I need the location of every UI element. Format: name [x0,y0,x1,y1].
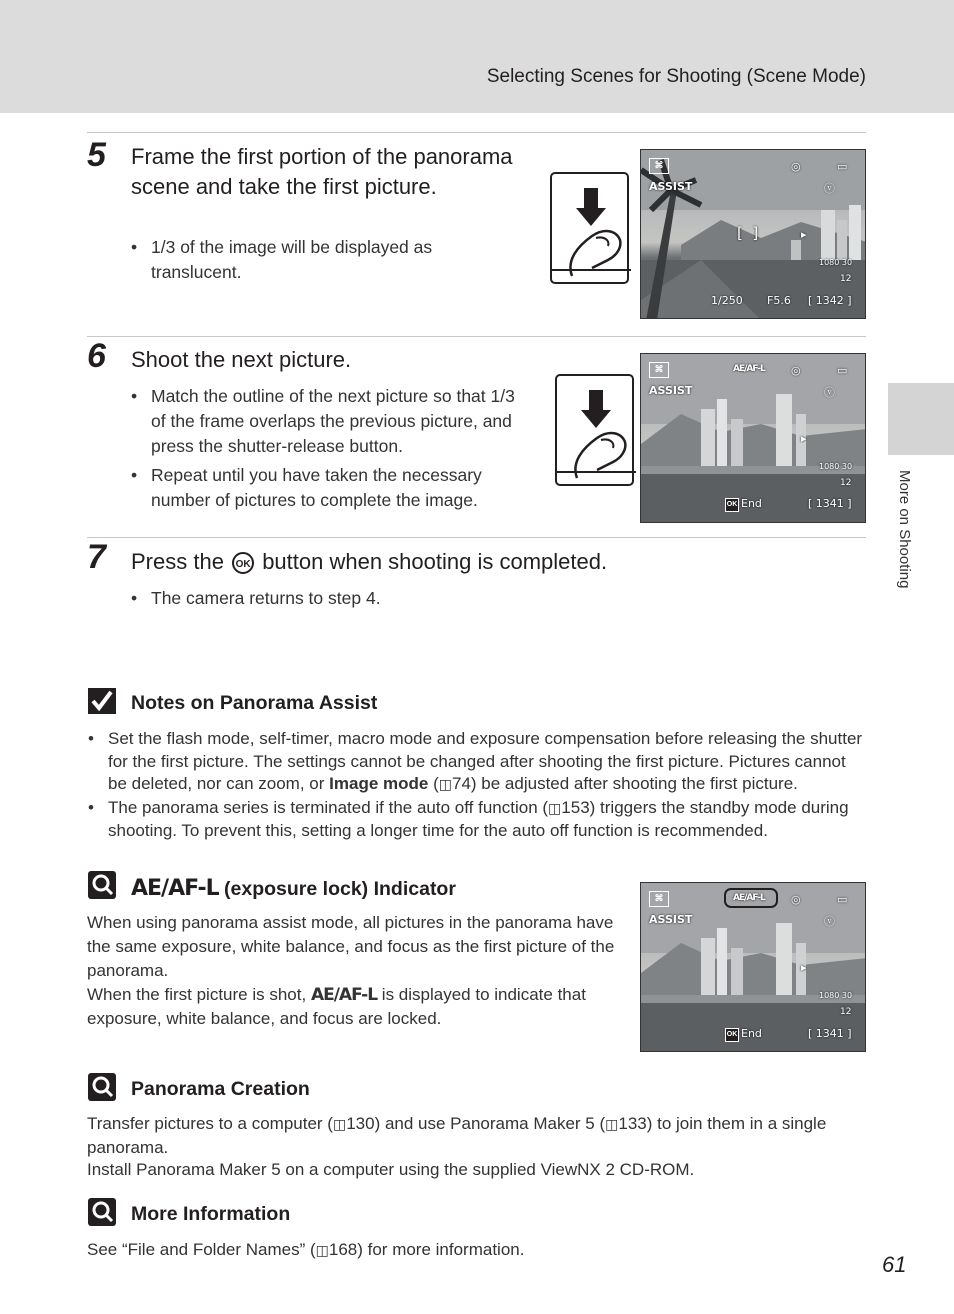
note-bold-term: Image mode [329,774,429,793]
page-header-title: Selecting Scenes for Shooting (Scene Mode) [486,66,866,87]
ae-af-l-symbol: AE/AF-L [310,985,378,1005]
flash-icon: ◎ [791,364,801,377]
text-span: ) to join them in a single panorama. [87,1114,827,1157]
text-span: See “File and Folder Names” ( [87,1240,316,1259]
panorama-mode-icon: ⌘ [649,891,669,907]
book-ref-icon: ◫ [332,1117,347,1133]
side-tab-label-wrap [895,470,917,630]
page-ref: 133 [618,1114,647,1133]
shutter-speed: 1/250 [711,294,743,307]
page-ref: 130 [346,1114,375,1133]
image-mode-icon: 12 [840,478,852,488]
page-ref: 74 [451,774,471,793]
step-title-end: button when shooting is completed. [262,549,608,574]
text-span: is displayed to indicate that exposure, white balance, and focus are locked. [87,985,586,1028]
text-span: ) and use Panorama Maker 5 ( [374,1114,606,1133]
assist-label: ASSIST [649,913,693,926]
frames-remaining: [ 1342 ] [808,294,852,307]
ok-button-icon: OK [232,552,254,574]
step-title: Shoot the next picture. [131,347,352,372]
book-ref-icon: ◫ [548,800,562,817]
paragraph [87,983,615,1031]
step-number: 5 [87,136,106,174]
text-span: When the first picture is shot, [87,985,307,1004]
bullet-item: • Match the outline of the next picture so that 1/3 of the frame overlaps the previous picture, and press the shutter-release button. [131,384,531,459]
book-ref-icon: ◫ [605,1117,619,1133]
flash-icon: ◎ [791,893,801,906]
note-heading [131,876,456,901]
note-text: The panorama series is terminated if the auto off function ( [108,797,549,817]
camera-screen-step6 [640,353,866,523]
frames-remaining: [ 1341 ] [808,1027,852,1040]
bullet-item: • 1/3 of the image will be displayed as translucent. [131,235,491,285]
image-mode-icon: 12 [840,274,852,284]
side-tab-label: More on Shooting [896,470,913,589]
text-span: Transfer pictures to a computer ( [87,1114,333,1133]
note-heading-text: (exposure lock) Indicator [224,878,456,900]
note-heading: Panorama Creation [131,1078,310,1100]
info-note-icon [88,1198,116,1226]
focus-brackets: [ ] [737,224,759,242]
note-heading: Notes on Panorama Assist [131,692,378,714]
image-mode-icon: 12 [840,1007,852,1017]
direction-arrow-icon: ▸ [801,961,807,974]
vibration-reduction-icon: ⓥ [824,182,835,195]
camera-screen-step5 [640,149,866,319]
direction-arrow-icon: ▸ [801,432,807,445]
divider [87,132,866,133]
note-text: be adjusted after shooting the first picture. [481,774,798,793]
note-bullet [88,797,868,843]
header-band [0,0,954,113]
page-ref: 153 [561,797,590,817]
battery-level-icon: ▭ [837,364,848,377]
frames-remaining: [ 1341 ] [808,497,852,510]
movie-size-icon: 1080 30 [819,462,853,471]
direction-arrow-icon: ▸ [801,228,807,241]
divider [87,336,866,337]
exposure-lock-text [87,911,615,1031]
step-bullets [131,384,531,517]
camera-screen-ae-lock [640,882,866,1052]
step-title [131,547,607,577]
bullet-item: • The camera returns to step 4. [131,586,531,611]
page-ref: 168 [328,1240,358,1259]
step-bullets [131,235,491,289]
end-label: End [741,497,762,510]
step-bullets [131,586,531,615]
book-ref-icon: ◫ [315,1243,329,1259]
vibration-reduction-icon: ⓥ [824,915,835,928]
paragraph: When using panorama assist mode, all pictures in the panorama have the same exposure, white balance, and focus as the first picture of the panorama. [87,913,615,980]
vibration-reduction-icon: ⓥ [824,386,835,399]
more-information-text [87,1238,524,1263]
shutter-press-icon [550,172,629,284]
panorama-mode-icon: ⌘ [649,362,669,378]
info-note-icon [88,1073,116,1101]
step-number: 7 [87,538,106,576]
book-ref-icon: ◫ [438,777,452,793]
battery-icon: ◎ [791,160,801,173]
battery-level-icon: ▭ [837,893,848,906]
note-text: ) triggers the standby mode during shooting. To prevent this, setting a longer time for the auto off function is recommended. [108,797,849,840]
panorama-mode-icon: ⌘ [649,158,669,174]
step-title-start: Press the [131,549,224,574]
paragraph: Install Panorama Maker 5 on a computer using the supplied ViewNX 2 CD-ROM. [87,1160,695,1179]
ok-icon: OK [725,1028,739,1042]
shutter-press-icon [555,374,634,486]
bullet-item: • Repeat until you have taken the necessary number of pictures to complete the image. [131,463,531,513]
aperture: F5.6 [767,294,791,307]
battery-level-icon: ▭ [837,160,848,173]
info-note-icon [88,871,116,899]
ae-af-l-symbol: AE/AF-L [131,876,219,901]
ae-af-l-indicator: AE/AF-L [733,364,765,374]
page-number: 61 [882,1252,907,1277]
movie-size-icon: 1080 30 [819,258,853,267]
end-label: End [741,1027,762,1040]
step-number: 6 [87,337,106,375]
divider [87,537,866,538]
side-tab [888,383,954,455]
panorama-creation-text [87,1113,877,1182]
paragraph [87,1113,877,1159]
check-note-icon [88,688,116,714]
step-title: Frame the first portion of the panorama scene and take the first picture. [131,144,513,199]
ok-icon: OK [725,498,739,512]
note-text: Set the flash mode, self-timer, macro mode and exposure compensation before releasing the shutter for the first picture. The settings cannot be changed after shooting the first picture. Pictures cannot be deleted, nor can zoom, or [108,729,863,793]
movie-size-icon: 1080 30 [819,991,853,1000]
note-list [88,728,868,843]
assist-label: ASSIST [649,384,693,397]
assist-label: ASSIST [649,180,693,193]
text-span: ) for more information. [357,1240,525,1259]
ae-af-l-indicator: AE/AF-L [733,893,765,903]
note-bullet: • Set the flash mode, self-timer, macro mode and exposure compensation before releasing the shutter for the first picture. The settings cannot be changed after shooting the first picture. Pictures cannot be deleted, nor can zoom, or Image mode (◫74) be adjusted after shooting the first picture. [88,728,868,797]
note-heading: More Information [131,1203,291,1225]
